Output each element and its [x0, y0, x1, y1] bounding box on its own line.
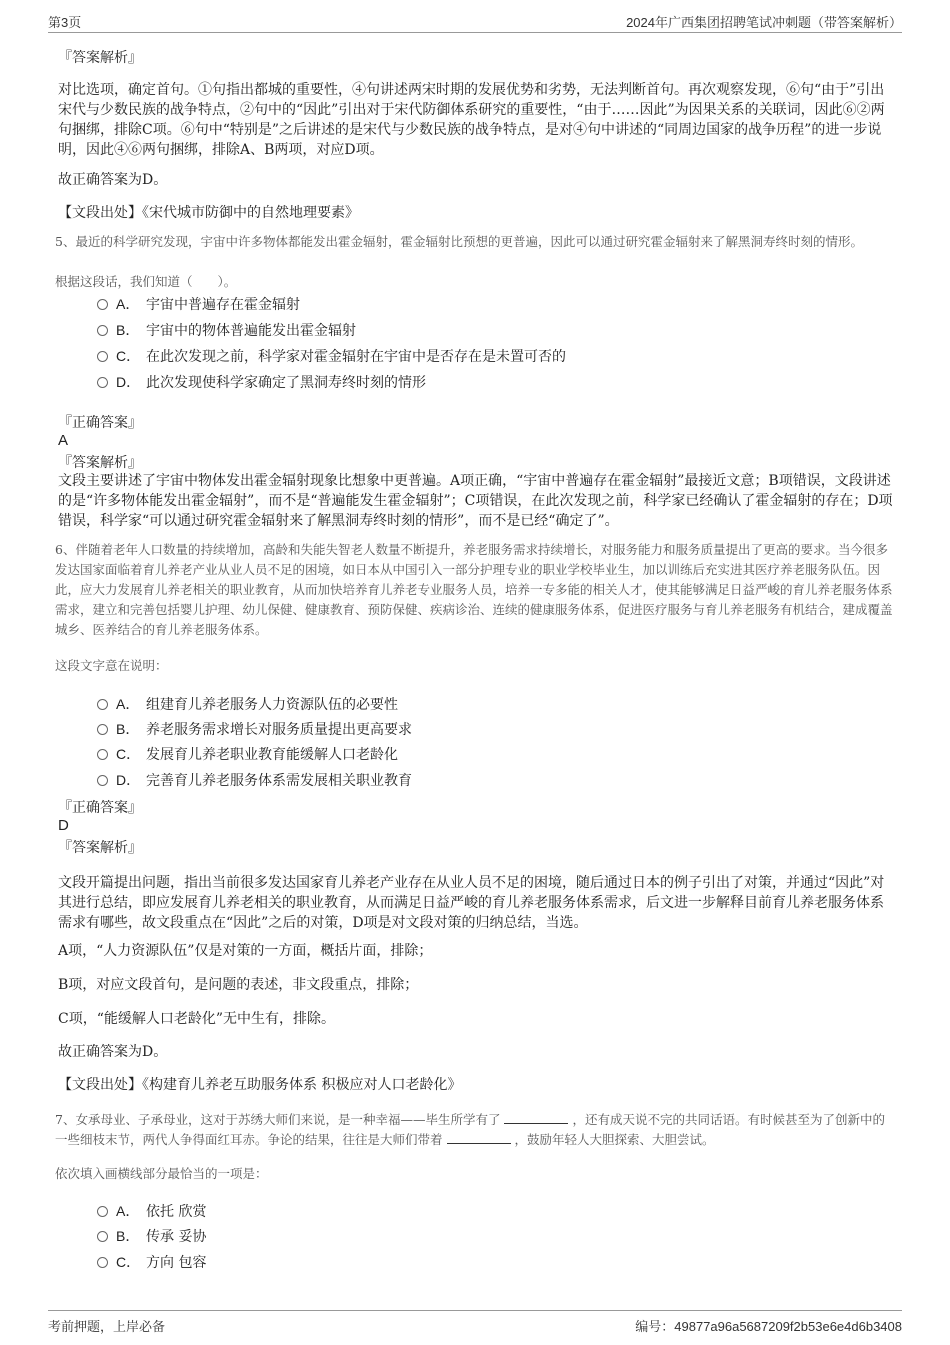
q5-option-b[interactable] [97, 320, 356, 341]
option-text: 在此次发现之前，科学家对霍金辐射在宇宙中是否存在是未置可否的 [146, 349, 566, 365]
q4-source: 【文段出处】《宋代城市防御中的自然地理要素》 [58, 205, 359, 221]
q6-option-a[interactable] [97, 694, 398, 715]
q6-question: 这段文字意在说明： [55, 658, 168, 673]
q5-question: 根据这段话，我们知道（ ）。 [55, 274, 237, 289]
option-text: 此次发现使科学家确定了黑洞寿终时刻的情形 [146, 375, 426, 391]
option-key: B． [116, 322, 140, 338]
radio-icon[interactable] [97, 749, 108, 760]
q6-stem: 6、伴随着老年人口数量的持续增加，高龄和失能失智老人数量不断提升，养老服务需求持续增长，对服务能力和服务质量提出了更高的要求。当今很多发达国家面临着育儿养老产业从业人员不足的困境，如日本从中国引入一部分护理专业的职业学校毕业生，加以训练后充实进其医疗养老服务队伍。因此，应大力发展育儿养老相关的职业教育，从而加快培养育儿养老专业服务人员，培养一专多能的相关人才，使其能够满足日益严峻的育儿养老服务体系需求，建立和完善包括婴儿护理、幼儿保健、健康教育、预防保健、疾病诊治、连续的健康服务体系，促进医疗服务与育儿养老服务有机结合，建成覆盖城乡、医养结合的育儿养老服务体系。 [55, 542, 893, 637]
q7-option-c[interactable] [97, 1252, 206, 1273]
option-text: 发展育儿养老职业教育能缓解人口老龄化 [146, 747, 398, 763]
radio-icon[interactable] [97, 377, 108, 388]
radio-icon[interactable] [97, 1231, 108, 1242]
radio-icon[interactable] [97, 775, 108, 786]
option-key: A． [116, 1203, 140, 1219]
q6-option-c[interactable] [97, 744, 398, 765]
q6-conclusion: 故正确答案为D。 [58, 1044, 168, 1060]
radio-icon[interactable] [97, 351, 108, 362]
q5-analysis: 文段主要讲述了宇宙中物体发出霍金辐射现象比想象中更普遍。A项正确，“宇宙中普遍存在霍金辐射”最接近文意；B项错误，文段讲述的是“许多物体能发出霍金辐射”，而不是“普遍能发生霍金辐射”；C项错误，在此次发现之前，科学家已经确认了霍金辐射的存在；D项错误，科学家“可以通过研究霍金辐射来了解黑洞寿终时刻的情形”，而不是已经“确定了”。 [58, 473, 893, 529]
option-text: 方向 包容 [146, 1255, 207, 1271]
page-number: 第3页 [48, 15, 82, 30]
document-title: 2024年广西集团招聘笔试冲刺题（带答案解析） [626, 15, 902, 30]
radio-icon[interactable] [97, 699, 108, 710]
fill-blank-1 [504, 1111, 568, 1124]
option-text: 完善育儿养老服务体系需发展相关职业教育 [146, 773, 412, 789]
page-header [48, 10, 902, 33]
radio-icon[interactable] [97, 299, 108, 310]
q7-stem-part-2: ，还有成天说不完的共同话语。有时候甚至为了创新中的一些细枝末节，两代人争得面红耳赤。争论的结果，往往是大师们带着 [55, 1112, 885, 1147]
q5-analysis-label: 『答案解析』 [58, 455, 142, 471]
option-key: C． [116, 1254, 141, 1270]
option-text: 养老服务需求增长对服务质量提出更高要求 [146, 722, 412, 738]
q7-stem [55, 1110, 897, 1150]
option-key: D． [116, 772, 141, 788]
option-text: 组建育儿养老服务人力资源队伍的必要性 [146, 697, 398, 713]
radio-icon[interactable] [97, 325, 108, 336]
option-text: 依托 欣赏 [146, 1204, 207, 1220]
q6-answer: D [58, 817, 69, 834]
radio-icon[interactable] [97, 1206, 108, 1217]
q6-note-b: B项，对应文段首句，是问题的表述，非文段重点，排除； [58, 977, 419, 993]
page-footer [48, 1310, 902, 1335]
q7-option-b[interactable] [97, 1226, 206, 1247]
option-key: B． [116, 1228, 140, 1244]
option-key: D． [116, 374, 141, 390]
option-key: A． [116, 296, 140, 312]
q6-note-c: C项，“能缓解人口老龄化”无中生有，排除。 [58, 1011, 336, 1027]
q5-answer-label: 『正确答案』 [58, 415, 142, 431]
q4-analysis: 对比选项，确定首句。①句指出都城的重要性，④句讲述两宋时期的发展优势和劣势，无法判断首句。再次观察发现，⑥句“由于”引出宋代与少数民族的战争特点，②句中的“因此”引出对于宋代防御体系研究的重要性，“由于……因此”为因果关系的关联词，因此⑥②两句捆绑，排除C项。⑥句中“特别是”之后讲述的是宋代与少数民族的战争特点，是对④句中讲述的“同周边国家的战争历程”的进一步说明，因此④⑥两句捆绑，排除A、B两项，对应D项。 [58, 82, 885, 158]
q6-answer-label: 『正确答案』 [58, 800, 142, 816]
option-key: B． [116, 721, 140, 737]
q7-stem-part-3: ，鼓励年轻人大胆探索、大胆尝试。 [514, 1132, 715, 1147]
q6-analysis: 文段开篇提出问题，指出当前很多发达国家育儿养老产业存在从业人员不足的困境，随后通过日本的例子引出了对策，并通过“因此”对其进行总结，即应发展育儿养老相关的职业教育，从而满足日益严峻的育儿养老服务体系需求，后文进一步解释目前育儿养老服务体系需求有哪些，故文段重点在“因此”之后的对策，D项是对文段对策的归纳总结，当选。 [58, 875, 885, 931]
option-key: C． [116, 348, 141, 364]
fill-blank-2 [447, 1131, 511, 1144]
q6-source: 【文段出处】《构建育儿养老互助服务体系 积极应对人口老龄化》 [58, 1077, 462, 1093]
q5-answer: A [58, 432, 69, 449]
q5-option-d[interactable] [97, 372, 426, 393]
q5-stem: 5、最近的科学研究发现，宇宙中许多物体都能发出霍金辐射，霍金辐射比预想的更普遍，因此可以通过研究霍金辐射来了解黑洞寿终时刻的情形。 [55, 234, 863, 249]
option-key: A． [116, 696, 140, 712]
footer-slogan: 考前押题，上岸必备 [48, 1319, 166, 1334]
radio-icon[interactable] [97, 1257, 108, 1268]
option-text: 宇宙中普遍存在霍金辐射 [146, 297, 300, 313]
q5-option-a[interactable] [97, 294, 300, 315]
q7-question: 依次填入画横线部分最恰当的一项是： [55, 1166, 268, 1181]
document-code: 编号：49877a96a5687209f2b53e6e4d6b3408 [635, 1319, 902, 1334]
q5-option-c[interactable] [97, 346, 566, 367]
q6-option-b[interactable] [97, 719, 412, 740]
radio-icon[interactable] [97, 724, 108, 735]
q6-option-d[interactable] [97, 770, 412, 791]
option-text: 传承 妥协 [146, 1229, 207, 1245]
option-key: C． [116, 746, 141, 762]
q6-analysis-label: 『答案解析』 [58, 840, 142, 856]
q4-conclusion: 故正确答案为D。 [58, 172, 168, 188]
q6-note-a: A项，“人力资源队伍”仅是对策的一方面，概括片面，排除； [58, 943, 433, 959]
q4-analysis-label: 『答案解析』 [58, 50, 142, 66]
q7-option-a[interactable] [97, 1201, 206, 1222]
option-text: 宇宙中的物体普遍能发出霍金辐射 [146, 323, 356, 339]
q7-stem-part-1: 7、女承母业、子承母业，这对于苏绣大师们来说，是一种幸福——毕生所学有了 [55, 1112, 501, 1127]
